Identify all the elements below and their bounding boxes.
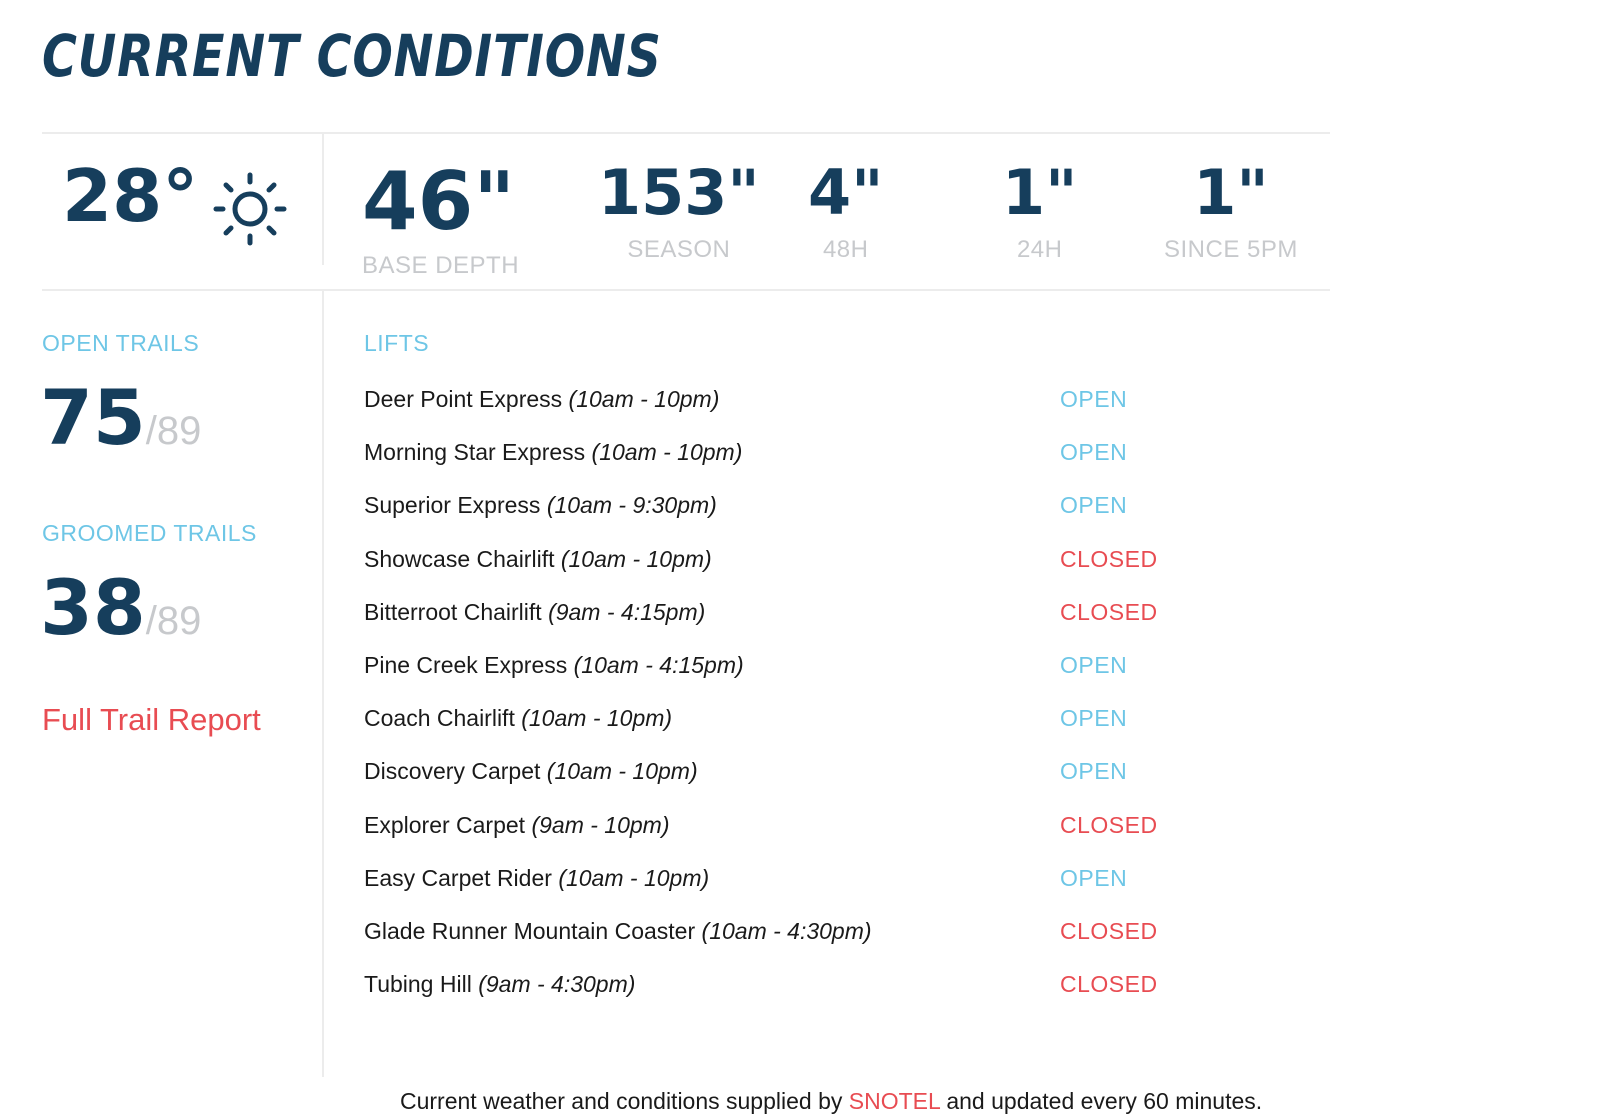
lift-status: CLOSED — [1060, 917, 1158, 944]
footer-note — [400, 1088, 1262, 1115]
lift-name — [364, 599, 705, 626]
base-depth-value: 46" — [362, 155, 516, 248]
season-label: SEASON — [627, 236, 731, 263]
lift-name — [364, 705, 672, 732]
48h-stat — [808, 156, 884, 264]
48h-value: 4" — [808, 156, 884, 229]
lift-name-text: Superior Express — [364, 492, 541, 519]
middle-divider — [42, 289, 1330, 291]
lift-status: OPEN — [1060, 492, 1128, 519]
lift-row — [364, 865, 1264, 918]
lift-hours: (10am - 10pm) — [546, 758, 698, 785]
lift-row — [364, 758, 1264, 811]
lift-name — [364, 386, 719, 413]
full-trail-report-link[interactable]: Full Trail Report — [42, 702, 261, 737]
lift-hours: (10am - 10pm) — [558, 864, 710, 891]
lift-name — [364, 546, 712, 573]
24h-label: 24H — [1016, 236, 1063, 263]
lift-name-text: Easy Carpet Rider — [364, 864, 552, 891]
lift-name — [364, 918, 872, 945]
base-depth-label: BASE DEPTH — [362, 252, 520, 279]
lift-hours: (10am - 4:30pm) — [701, 917, 872, 944]
lift-name — [364, 865, 709, 892]
lift-status: OPEN — [1060, 864, 1128, 891]
lift-row — [364, 599, 1264, 652]
temperature-value: 28° — [62, 154, 199, 238]
lift-hours: (10am - 10pm) — [560, 545, 712, 572]
season-stat — [598, 156, 760, 264]
lift-name — [364, 439, 742, 466]
lift-status: CLOSED — [1060, 598, 1158, 625]
lift-name — [364, 652, 744, 679]
lift-hours: (9am - 4:15pm) — [548, 598, 706, 625]
48h-label: 48H — [822, 236, 869, 263]
lifts-label: LIFTS — [364, 330, 430, 356]
lift-status: OPEN — [1060, 758, 1128, 785]
snotel-link[interactable]: SNOTEL — [848, 1088, 940, 1114]
lift-name-text: Bitterroot Chairlift — [364, 598, 542, 625]
open-trails-count — [40, 373, 202, 462]
lift-name — [364, 492, 717, 519]
24h-value: 1" — [1002, 156, 1078, 229]
since-5pm-value: 1" — [1193, 156, 1269, 229]
lift-row — [364, 652, 1264, 705]
groomed-trails-value: 38 — [40, 563, 146, 652]
lift-name-text: Pine Creek Express — [364, 651, 568, 678]
lift-row — [364, 492, 1264, 545]
lift-name — [364, 812, 670, 839]
lift-row — [364, 386, 1264, 439]
lift-name — [364, 971, 635, 998]
lift-name-text: Explorer Carpet — [364, 811, 526, 838]
lift-row — [364, 439, 1264, 492]
page-title: CURRENT CONDITIONS — [42, 22, 662, 90]
open-trails-label: OPEN TRAILS — [42, 330, 200, 356]
lift-name — [364, 758, 698, 785]
open-trails-value: 75 — [40, 373, 146, 462]
base-depth-stat — [362, 155, 520, 280]
groomed-trails-count — [40, 563, 202, 652]
lift-status: OPEN — [1060, 705, 1128, 732]
since-5pm-stat — [1164, 156, 1298, 264]
lift-status: OPEN — [1060, 386, 1128, 412]
lift-name-text: Deer Point Express — [364, 386, 563, 412]
lift-row — [364, 705, 1264, 758]
lift-name-text: Coach Chairlift — [364, 705, 515, 732]
open-trails-total: /89 — [145, 409, 202, 453]
lift-name-text: Showcase Chairlift — [364, 545, 555, 572]
lift-status: OPEN — [1060, 439, 1128, 466]
groomed-trails-total: /89 — [145, 599, 202, 643]
lift-status: CLOSED — [1060, 811, 1158, 838]
since-5pm-label: SINCE 5PM — [1164, 236, 1298, 263]
footer-prefix: Current weather and conditions supplied by — [400, 1088, 849, 1114]
lift-name-text: Discovery Carpet — [364, 758, 541, 785]
lift-hours: (10am - 10pm) — [591, 439, 743, 466]
lift-hours: (9am - 10pm) — [531, 811, 670, 838]
lift-status: OPEN — [1060, 651, 1128, 678]
24h-stat — [1002, 156, 1078, 264]
lift-hours: (10am - 10pm) — [521, 705, 673, 732]
lift-row — [364, 812, 1264, 865]
lift-status: CLOSED — [1060, 971, 1158, 998]
lift-status: CLOSED — [1060, 545, 1158, 572]
sun-icon — [213, 172, 287, 246]
lift-name-text: Glade Runner Mountain Coaster — [364, 917, 696, 944]
footer-suffix: and updated every 60 minutes. — [939, 1088, 1263, 1114]
lift-hours: (9am - 4:30pm) — [478, 971, 636, 998]
lift-list — [364, 386, 1264, 1024]
lift-hours: (10am - 9:30pm) — [546, 492, 717, 519]
lift-row — [364, 546, 1264, 599]
lift-row — [364, 918, 1264, 971]
vertical-divider-lower — [322, 291, 324, 1077]
lift-name-text: Morning Star Express — [364, 439, 586, 466]
vertical-divider-upper — [322, 133, 324, 265]
lift-hours: (10am - 10pm) — [568, 386, 720, 412]
lift-row — [364, 971, 1264, 1024]
season-value: 153" — [598, 156, 760, 229]
lift-name-text: Tubing Hill — [364, 971, 472, 998]
lift-hours: (10am - 4:15pm) — [573, 651, 744, 678]
top-divider — [42, 132, 1330, 134]
groomed-trails-label: GROOMED TRAILS — [42, 520, 257, 546]
